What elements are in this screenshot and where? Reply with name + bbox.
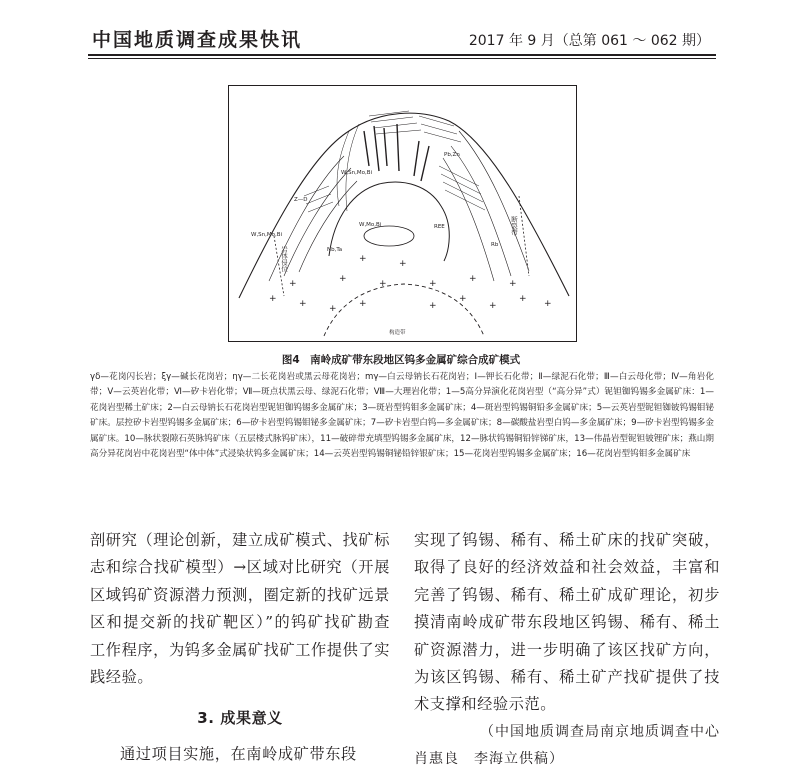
svg-text:+: + bbox=[299, 299, 307, 309]
figure-legend: γδ—花岗闪长岩；ξγ—碱长花岗岩；ηγ—二长花岗岩或黑云母花岗岩；mγ—白云母钠长石花岗岩；Ⅰ—钾长石化带；Ⅱ—绿泥石化带；Ⅲ—白云母化带；Ⅳ—角岩化带；Ⅴ—云英岩化带；Ⅵ—矽卡岩化带；Ⅶ—斑点状黑云母、绿泥石化带；Ⅷ—大理岩化带；1—5高分异演化花岗岩型（“高分异”式）铌钽铷钨锡多金属矿床：1—花岗岩型稀土矿床；2—白云母钠长石花岗岩型铌钽铷钨锡多金属矿床；3—斑岩型钨钼多金属矿床；4—斑岩型钨锡铜铅多金属矿床；5—云英岩型铌钽铷铍钨锡钼铋矿床。层控矽卡岩型钨锡多金属矿床；6—矽卡岩型钨锡钼铋多金属矿床；7—矽卡岩型白钨—多金属矿床；8—碳酸盐岩型白钨—多金属矿床；9—矽卡岩型钨锡多金属矿床。10—脉状裂隙石英脉钨矿床（五层楼式脉钨矿床），11—破碎带充填型钨锡多金属矿床，12—脉状钨锡铜铅锌锑矿床，13—伟晶岩型铌钽铍锂矿床；燕山期高分异花岗岩中花岗岩型“体中体”式浸染状钨多金属矿床；14—云英岩型钨锡铜铋铅锌银矿床；15—花岗岩型钨锡多金属矿床；16—花岗岩型钨钼多金属矿床 bbox=[90, 372, 714, 460]
journal-title: 中国地质调查成果快讯 bbox=[92, 29, 303, 51]
contour-line bbox=[443, 158, 494, 281]
left-paragraph-2: 通过项目实施，在南岭成矿带东段 bbox=[120, 744, 357, 763]
label-z-d: Z—D bbox=[294, 197, 308, 203]
figure-caption: 图4 南岭成矿带东段地区钨多金属矿综合成矿模式 bbox=[281, 354, 521, 366]
svg-text:+: + bbox=[399, 259, 407, 269]
svg-text:+: + bbox=[509, 279, 517, 289]
contour-line bbox=[451, 146, 511, 276]
granite-stock bbox=[329, 182, 449, 261]
svg-text:+: + bbox=[459, 294, 467, 304]
svg-text:+: + bbox=[429, 301, 437, 311]
page-header bbox=[0, 0, 802, 60]
contour-line bbox=[284, 168, 351, 276]
svg-text:+: + bbox=[544, 299, 552, 309]
svg-text:+: + bbox=[519, 294, 527, 304]
label-bottom: 构造带 bbox=[389, 330, 406, 336]
label-mid-strata: W,Sn,Mo,Bi bbox=[341, 170, 373, 176]
right-column bbox=[414, 527, 720, 774]
contour-line bbox=[346, 124, 359, 211]
svg-text:+: + bbox=[359, 254, 367, 264]
svg-text:+: + bbox=[489, 301, 497, 311]
dome-outline bbox=[239, 113, 569, 298]
metallogenic-model-figure bbox=[228, 85, 577, 342]
svg-text:+: + bbox=[359, 299, 367, 309]
left-column bbox=[90, 527, 390, 768]
svg-text:+: + bbox=[269, 294, 277, 304]
header-rule-thick bbox=[88, 54, 716, 56]
label-pb-zn: Pb,Zn bbox=[444, 152, 460, 158]
svg-text:+: + bbox=[379, 279, 387, 289]
label-nb-ta: Nb,Ta bbox=[327, 247, 343, 253]
cupola bbox=[364, 226, 414, 246]
svg-text:+: + bbox=[429, 279, 437, 289]
model-diagram bbox=[229, 86, 576, 341]
granite-plus-pattern bbox=[269, 254, 552, 314]
credit-organization: （中国地质调查局南京地质调查中心 bbox=[480, 723, 720, 740]
right-fault-line bbox=[519, 196, 529, 276]
right-paragraph: 实现了钨锡、稀有、稀土矿床的找矿突破，取得了良好的经济效益和社会效益，丰富和完善了钨锡、稀有、稀土矿成矿理论，初步摸清南岭成矿带东段地区钨锡、稀有、稀土矿资源潜力，进一步明确了该区找矿方向，为该区钨锡、稀有、稀土矿产找矿提供了技术支撑和经验示范。 bbox=[414, 531, 720, 714]
label-right-vertical: 断裂带 bbox=[510, 216, 518, 236]
basal-structure-arch bbox=[324, 284, 484, 336]
label-rb: Rb bbox=[491, 242, 499, 248]
credit-authors: 肖惠良 李海立供稿） bbox=[414, 751, 564, 768]
svg-text:+: + bbox=[339, 274, 347, 284]
svg-text:+: + bbox=[469, 274, 477, 284]
vein-set bbox=[364, 124, 429, 181]
label-left-vertical: 岩体侵位 bbox=[280, 246, 288, 272]
header-rule-thin bbox=[88, 58, 716, 59]
left-paragraph-1: 剖研究（理论创新，建立成矿模式、找矿标志和综合找矿模型）→区域对比研究（开展区域钨矿资源潜力预测，圈定新的找矿远景区和提交新的找矿靶区）”的钨矿找矿勘查工作程序，为钨多金属矿找矿工作提供了实践经验。 bbox=[90, 531, 390, 687]
svg-text:+: + bbox=[329, 304, 337, 314]
label-lower-strata: W,Mo,Bi bbox=[359, 222, 382, 228]
issue-info: 2017 年 9 月（总第 061 ～ 062 期） bbox=[468, 33, 710, 49]
svg-text:+: + bbox=[289, 279, 297, 289]
label-left-strata: W,Sn,Mo,Bi bbox=[251, 232, 283, 238]
section-heading: 3. 成果意义 bbox=[197, 709, 283, 728]
label-ree: REE bbox=[434, 224, 445, 230]
